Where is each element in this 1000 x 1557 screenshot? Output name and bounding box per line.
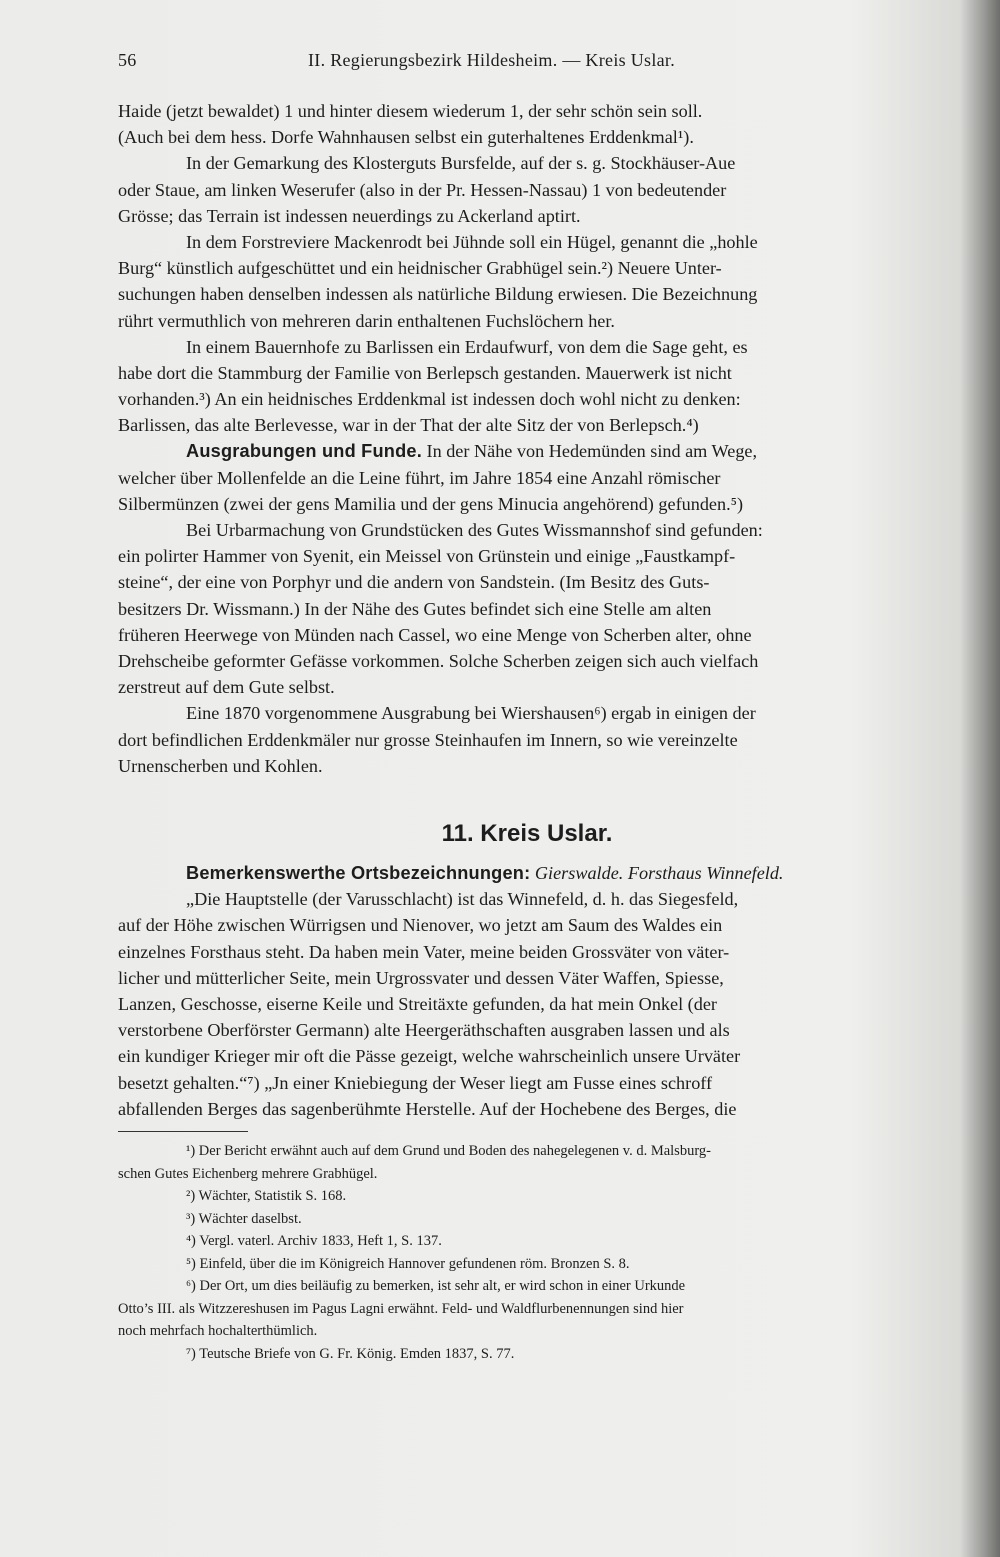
footnote: ⁴) Vergl. vaterl. Archiv 1833, Heft 1, S. 137.	[186, 1233, 442, 1249]
footnote: schen Gutes Eichenberg mehrere Grabhügel.	[118, 1165, 378, 1182]
text-line: „Die Hauptstelle (der Varusschlacht) ist das Winnefeld, d. h. das Siegesfeld,	[186, 889, 739, 910]
text-line: suchungen haben denselben indessen als natürliche Bildung erwiesen. Die Bezeichnung	[118, 284, 758, 305]
footnote: ³) Wächter daselbst.	[186, 1210, 302, 1227]
section-heading: 11. Kreis Uslar.	[441, 820, 613, 847]
text-line: Haide (jetzt bewaldet) 1 und hinter diesem wiederum 1, der sehr schön sein soll.	[118, 101, 703, 121]
text-line: ein polirter Hammer von Syenit, ein Meissel von Grünstein und einige „Faustkampf-	[118, 546, 736, 567]
page-number: 56	[118, 50, 137, 70]
text-line: Urnenscherben und Kohlen.	[118, 755, 323, 776]
text-line: vorhanden.³) An ein heidnisches Erddenkmal ist indessen doch wohl nicht zu denken:	[118, 389, 741, 410]
text-run: In der Nähe von Hedemünden sind am Wege,	[426, 441, 758, 462]
text-line: einzelnes Forsthaus steht. Da haben mein Vater, meine beiden Grossväter von väter-	[118, 941, 730, 962]
text-line: besetzt gehalten.“⁷) „Jn einer Kniebiegung der Weser liegt am Fusse eines schroff	[118, 1072, 713, 1093]
text-line: Silbermünzen (zwei der gens Mamilia und der gens Minucia angehörend) gefunden.⁵)	[118, 493, 744, 514]
bemerkenswerthe-heading: Bemerkenswerthe Ortsbezeichnungen:	[186, 863, 531, 883]
footnote-divider	[118, 1131, 248, 1132]
bemerkenswerthe-line	[118, 860, 936, 886]
text-line: abfallenden Berges das sagenberühmte Herstelle. Auf der Hochebene des Berges, die	[118, 1098, 737, 1119]
ausgrabungen-heading: Ausgrabungen und Funde.	[186, 441, 422, 462]
text-line: welcher über Mollenfelde an die Leine führt, im Jahre 1854 eine Anzahl römischer	[118, 467, 721, 488]
text-line: früheren Heerwege von Münden nach Cassel, wo eine Menge von Scherben alter, ohne	[118, 624, 752, 645]
section-text-block	[118, 860, 936, 1122]
footnotes	[118, 1140, 936, 1365]
footnote: ⁷) Teutsche Briefe von G. Fr. König. Emden 1837, S. 77.	[186, 1345, 515, 1362]
running-title: II. Regierungsbezirk Hildesheim. — Kreis Uslar.	[308, 50, 676, 70]
text-line: Lanzen, Geschosse, eiserne Keile und Streitäxte gefunden, da hat mein Onkel (der	[118, 993, 717, 1014]
footnote: ²) Wächter, Statistik S. 168.	[186, 1188, 347, 1204]
footnote: ⁵) Einfeld, über die im Königreich Hannover gefundenen röm. Bronzen S. 8.	[186, 1255, 630, 1272]
text-line: (Auch bei dem hess. Dorfe Wahnhausen selbst ein guterhaltenes Erddenkmal¹).	[118, 127, 694, 148]
text-line: habe dort die Stammburg der Familie von Berlepsch gestanden. Mauerwerk ist nicht	[118, 362, 732, 383]
text-line: auf der Höhe zwischen Würrigsen und Nienover, wo jetzt am Saum des Waldes ein	[118, 915, 723, 936]
footnote: Otto’s III. als Witzzereshusen im Pagus Lagni erwähnt. Feld- und Waldflurbenennungen sind hier	[118, 1300, 684, 1317]
text-line: licher und mütterlicher Seite, mein Urgrossvater und dessen Väter Waffen, Spiesse,	[118, 967, 724, 988]
text-line: ein kundiger Krieger mir oft die Pässe gezeigt, welche wahrscheinlich unsere Urväter	[118, 1046, 741, 1067]
text-line: Burg“ künstlich aufgeschüttet und ein heidnischer Grabhügel sein.²) Neuere Unter-	[118, 258, 722, 279]
footnote: noch mehrfach hochalterthümlich.	[118, 1323, 318, 1339]
text-line: zerstreut auf dem Gute selbst.	[118, 677, 335, 698]
text-line: In einem Bauernhofe zu Barlissen ein Erdaufwurf, von dem die Sage geht, es	[186, 336, 748, 357]
text-line: dort befindlichen Erddenkmäler nur grosse Steinhaufen im Innern, so wie vereinzelte	[118, 729, 738, 750]
text-line: Drehscheibe geformter Gefässe vorkommen. Solche Scherben zeigen sich auch vielfach	[118, 650, 759, 671]
page-header	[118, 50, 938, 76]
text-line: Barlissen, das alte Berlevesse, war in der That der alte Sitz der von Berlepsch.⁴)	[118, 415, 699, 436]
text-line: Bei Urbarmachung von Grundstücken des Gutes Wissmannshof sind gefunden:	[186, 520, 763, 540]
page-edge-shadow	[960, 0, 1000, 1557]
text-line: Grösse; das Terrain ist indessen neuerdings zu Ackerland aptirt.	[118, 205, 581, 226]
text-line: Eine 1870 vorgenommene Ausgrabung bei Wiershausen⁶) ergab in einigen der	[186, 703, 756, 724]
text-line: In dem Forstreviere Mackenrodt bei Jühnde soll ein Hügel, genannt die „hohle	[186, 231, 758, 252]
text-line: oder Staue, am linken Weserufer (also in der Pr. Hessen-Nassau) 1 von bedeutender	[118, 179, 727, 200]
ausgrabungen-line	[118, 438, 936, 464]
text-line: verstorbene Oberförster Germann) alte Heergeräthschaften ausgraben lassen und als	[118, 1020, 730, 1041]
text-line: In der Gemarkung des Klosterguts Bursfelde, auf der s. g. Stockhäuser-Aue	[186, 153, 736, 174]
footnote: ⁶) Der Ort, um dies beiläufig zu bemerken, ist sehr alt, er wird schon in einer Urkunde	[186, 1278, 686, 1294]
text-line: besitzers Dr. Wissmann.) In der Nähe des Gutes befindet sich eine Stelle am alten	[118, 598, 712, 619]
text-run: Gierswalde. Forsthaus Winnefeld.	[534, 863, 784, 883]
text-line: steine“, der eine von Porphyr und die andern von Sandstein. (Im Besitz des Guts-	[118, 572, 710, 593]
text-line: rührt vermuthlich von mehreren darin enthaltenen Fuchslöchern her.	[118, 310, 615, 331]
footnote: ¹) Der Bericht erwähnt auch auf dem Grund und Boden des nahegelegenen v. d. Malsburg-	[186, 1143, 711, 1159]
main-text-block	[118, 98, 936, 779]
